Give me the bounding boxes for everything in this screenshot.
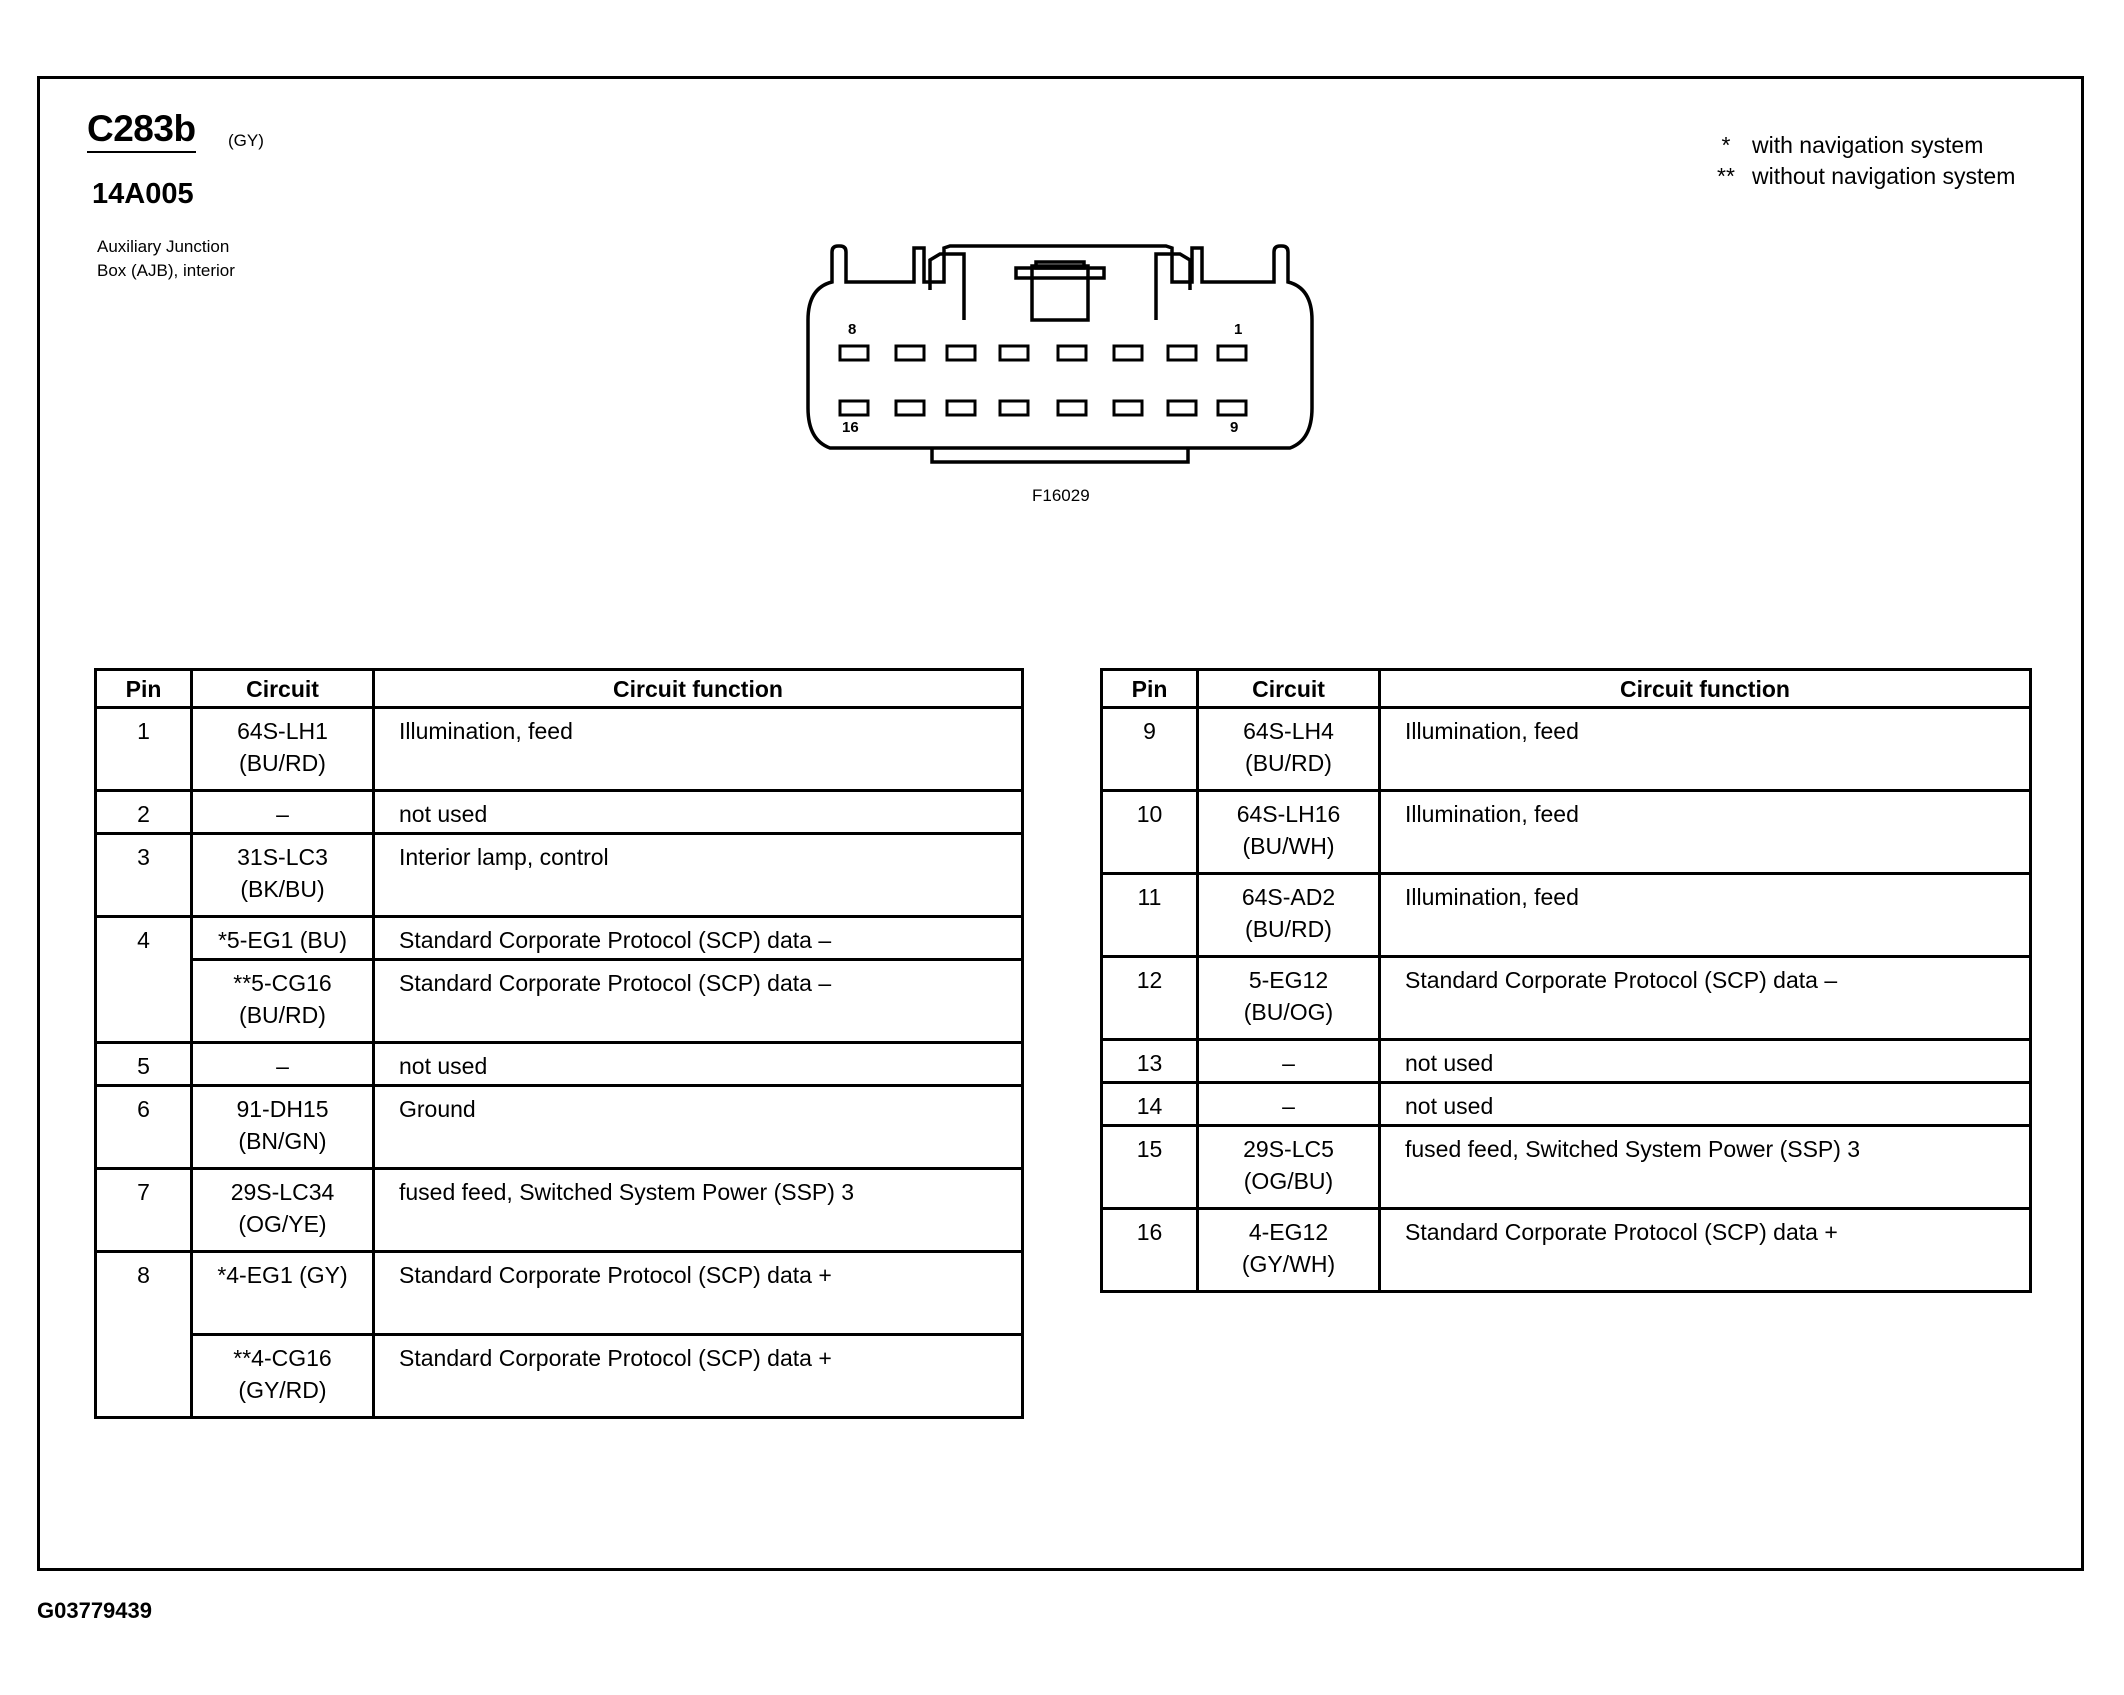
pin-number: 7 <box>96 1169 192 1252</box>
table-row <box>96 1335 1023 1418</box>
pin-label-8: 8 <box>848 321 857 338</box>
circuit-cell <box>192 791 374 834</box>
circuit-code: – <box>1282 1050 1295 1076</box>
circuit-code: 64S-LH4 <box>1243 718 1334 744</box>
pin-number: 10 <box>1102 791 1198 874</box>
circuit-code: 64S-AD2 <box>1241 884 1336 910</box>
circuit-cell <box>1198 874 1380 957</box>
circuit-function: Interior lamp, control <box>374 834 1023 917</box>
header-function: Circuit function <box>1380 670 2031 708</box>
circuit-color: (BK/BU) <box>240 876 325 902</box>
location-line-2: Box (AJB), interior <box>97 261 235 280</box>
circuit-code: 29S-LC34 <box>230 1179 335 1205</box>
circuit-cell <box>1198 1126 1380 1209</box>
figure-id: F16029 <box>1032 486 1090 505</box>
circuit-code: 5-EG12 <box>1248 967 1329 993</box>
circuit-cell <box>1198 708 1380 791</box>
pin-cavity <box>1058 346 1086 360</box>
table-row <box>96 834 1023 917</box>
table-row <box>96 1043 1023 1086</box>
circuit-function: Standard Corporate Protocol (SCP) data + <box>1380 1209 2031 1292</box>
circuit-function: Illumination, feed <box>1380 708 2031 791</box>
circuit-cell <box>192 1086 374 1169</box>
circuit-color: (BU/RD) <box>1245 916 1332 942</box>
table-row <box>1102 957 2031 1040</box>
table-row <box>1102 1040 2031 1083</box>
table-row <box>1102 1209 2031 1292</box>
circuit-function: not used <box>374 1043 1023 1086</box>
pin-table-left <box>94 668 1024 1419</box>
circuit-color: (BU/OG) <box>1243 999 1334 1025</box>
connector-id: C283b <box>87 110 196 153</box>
pin-cavity <box>840 346 868 360</box>
header-circuit: Circuit <box>192 670 374 708</box>
bottom-tab <box>932 448 1188 462</box>
circuit-code: 64S-LH16 <box>1236 801 1341 827</box>
circuit-code: **5-CG16 <box>233 970 332 996</box>
circuit-function: fused feed, Switched System Power (SSP) 3 <box>1380 1126 2031 1209</box>
pin-number: 6 <box>96 1086 192 1169</box>
circuit-code: 64S-LH1 <box>237 718 328 744</box>
circuit-cell <box>192 960 374 1043</box>
table-row <box>96 1252 1023 1335</box>
table-row <box>96 1086 1023 1169</box>
pin-label-16: 16 <box>842 419 859 436</box>
header-pin: Pin <box>96 670 192 708</box>
pin-table-right <box>1100 668 2032 1293</box>
circuit-function: fused feed, Switched System Power (SSP) 3 <box>374 1169 1023 1252</box>
circuit-function: not used <box>1380 1083 2031 1126</box>
pin-number: 3 <box>96 834 192 917</box>
pin-number: 15 <box>1102 1126 1198 1209</box>
document-id: G03779439 <box>37 1598 152 1623</box>
pin-number: 1 <box>96 708 192 791</box>
header-pin: Pin <box>1102 670 1198 708</box>
circuit-code: 31S-LC3 <box>237 844 328 870</box>
circuit-cell <box>192 917 374 960</box>
connector-face-drawing <box>800 240 1320 480</box>
pin-number: 9 <box>1102 708 1198 791</box>
circuit-cell <box>192 1169 374 1252</box>
center-key <box>1032 266 1088 320</box>
circuit-color: (OG/BU) <box>1243 1168 1334 1194</box>
circuit-function: Illumination, feed <box>374 708 1023 791</box>
circuit-color: (BU/RD) <box>1245 750 1332 776</box>
pin-cavity <box>896 346 924 360</box>
pin-cavity <box>1218 346 1246 360</box>
circuit-function: Standard Corporate Protocol (SCP) data + <box>374 1252 1023 1335</box>
pin-number: 5 <box>96 1043 192 1086</box>
circuit-color: (GY/WH) <box>1241 1251 1336 1277</box>
circuit-cell <box>192 1252 374 1335</box>
circuit-cell <box>1198 1209 1380 1292</box>
circuit-cell <box>1198 957 1380 1040</box>
pin-label-1: 1 <box>1234 321 1243 338</box>
circuit-function: Ground <box>374 1086 1023 1169</box>
pin-number: 2 <box>96 791 192 834</box>
pin-cavity <box>896 401 924 415</box>
pin-label-9: 9 <box>1230 419 1239 436</box>
table-row <box>1102 874 2031 957</box>
pin-cavity <box>1114 346 1142 360</box>
circuit-code: – <box>276 1053 289 1079</box>
table-header-row <box>1102 670 2031 708</box>
table-row <box>96 708 1023 791</box>
table-header-row <box>96 670 1023 708</box>
circuit-cell <box>192 708 374 791</box>
pin-cavity <box>1114 401 1142 415</box>
pin-number: 4 <box>96 917 192 1043</box>
legend-item <box>1700 161 2015 192</box>
circuit-function: Standard Corporate Protocol (SCP) data – <box>374 960 1023 1043</box>
table-row <box>96 960 1023 1043</box>
pin-number: 14 <box>1102 1083 1198 1126</box>
connector-location <box>97 235 317 283</box>
circuit-color: (BU/RD) <box>239 1002 326 1028</box>
circuit-function: not used <box>374 791 1023 834</box>
table-row <box>1102 1083 2031 1126</box>
connector-color: (GY) <box>228 131 264 150</box>
circuit-color: (OG/YE) <box>238 1211 327 1237</box>
pin-cavity <box>947 401 975 415</box>
table-row <box>1102 708 2031 791</box>
circuit-cell <box>1198 1040 1380 1083</box>
circuit-code: **4-CG16 <box>233 1345 332 1371</box>
header-circuit: Circuit <box>1198 670 1380 708</box>
part-number: 14A005 <box>92 178 194 210</box>
circuit-function: Illumination, feed <box>1380 791 2031 874</box>
circuit-code: 4-EG12 <box>1248 1219 1329 1245</box>
circuit-function: Standard Corporate Protocol (SCP) data – <box>1380 957 2031 1040</box>
table-row <box>96 917 1023 960</box>
pin-cavity <box>840 401 868 415</box>
pin-number: 16 <box>1102 1209 1198 1292</box>
pin-cavity <box>1000 401 1028 415</box>
circuit-code: *5-EG1 (BU) <box>217 927 348 953</box>
circuit-code: 29S-LC5 <box>1243 1136 1334 1162</box>
circuit-cell <box>192 834 374 917</box>
circuit-color: (GY/RD) <box>238 1377 327 1403</box>
pin-cavity <box>947 346 975 360</box>
legend-text: with navigation system <box>1752 132 1984 158</box>
legend-mark: * <box>1721 132 1731 158</box>
pin-cavity <box>1168 346 1196 360</box>
circuit-code: – <box>276 801 289 827</box>
circuit-function: Standard Corporate Protocol (SCP) data + <box>374 1335 1023 1418</box>
circuit-function: not used <box>1380 1040 2031 1083</box>
circuit-cell <box>192 1043 374 1086</box>
pin-number: 11 <box>1102 874 1198 957</box>
legend-mark: ** <box>1717 163 1735 189</box>
left-latch <box>930 254 964 320</box>
circuit-color: (BN/GN) <box>238 1128 327 1154</box>
table-row <box>1102 791 2031 874</box>
location-line-1: Auxiliary Junction <box>97 237 230 256</box>
pin-cavity <box>1058 401 1086 415</box>
legend <box>1700 130 2015 192</box>
table-row <box>96 1169 1023 1252</box>
table-row <box>1102 1126 2031 1209</box>
pin-cavity <box>1168 401 1196 415</box>
circuit-function: Illumination, feed <box>1380 874 2031 957</box>
circuit-cell <box>1198 791 1380 874</box>
circuit-code: – <box>1282 1093 1295 1119</box>
pin-cavity <box>1000 346 1028 360</box>
pin-number: 13 <box>1102 1040 1198 1083</box>
legend-text: without navigation system <box>1752 163 2016 189</box>
pin-number: 8 <box>96 1252 192 1418</box>
table-row <box>96 791 1023 834</box>
circuit-cell <box>1198 1083 1380 1126</box>
pin-number: 12 <box>1102 957 1198 1040</box>
circuit-color: (BU/WH) <box>1242 833 1335 859</box>
circuit-color: (BU/RD) <box>239 750 326 776</box>
circuit-cell <box>192 1335 374 1418</box>
header-function: Circuit function <box>374 670 1023 708</box>
pin-cavity <box>1218 401 1246 415</box>
circuit-code: *4-EG1 (GY) <box>217 1262 348 1288</box>
circuit-function: Standard Corporate Protocol (SCP) data – <box>374 917 1023 960</box>
legend-item <box>1700 130 2015 161</box>
circuit-code: 91-DH15 <box>236 1096 329 1122</box>
